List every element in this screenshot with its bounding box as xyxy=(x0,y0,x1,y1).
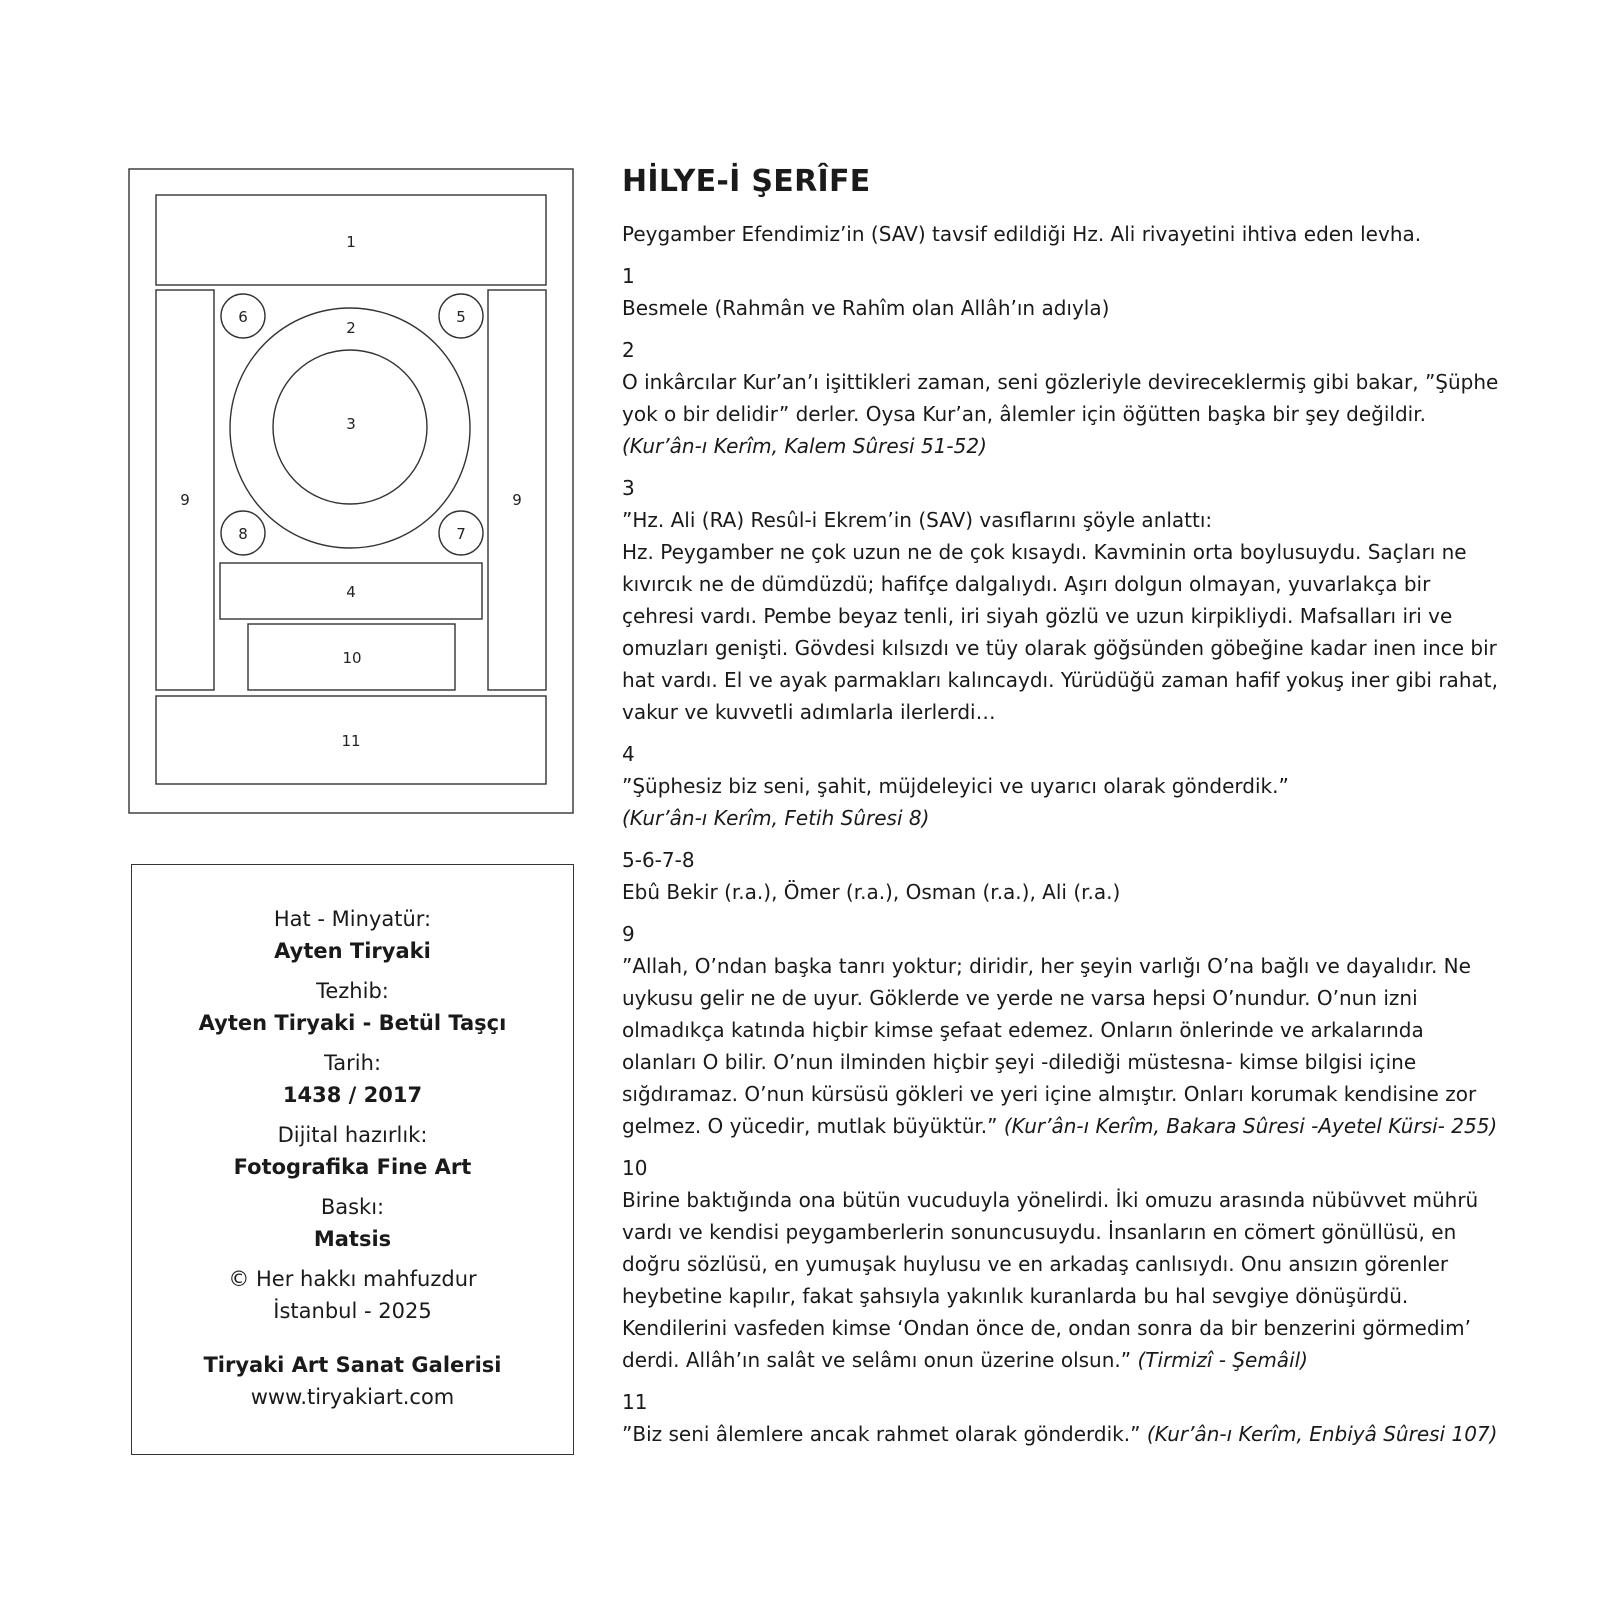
layout-diagram xyxy=(128,168,576,816)
section-number: 11 xyxy=(622,1390,648,1414)
section-reference: (Kur’ân-ı Kerîm, Kalem Sûresi 51-52) xyxy=(622,434,987,458)
section-number: 5-6-7-8 xyxy=(622,848,695,872)
diagram-label-9-left: 9 xyxy=(180,491,190,509)
section-text: ”Şüphesiz biz seni, şahit, müjdeleyici ve uyarıcı olarak gönderdik.” xyxy=(622,774,1289,798)
baski-label: Baskı: xyxy=(320,1195,385,1219)
diagram-label-4: 4 xyxy=(346,583,356,601)
diagram-label-9-right: 9 xyxy=(512,491,522,509)
section-number: 2 xyxy=(622,338,635,362)
section-reference: (Kur’ân-ı Kerîm, Enbiyâ Sûresi 107) xyxy=(1146,1422,1498,1446)
baski-value: Matsis xyxy=(313,1227,392,1251)
section-text: Ebû Bekir (r.a.), Ömer (r.a.), Osman (r.a.), Ali (r.a.) xyxy=(622,880,1121,904)
diagram-label-6: 6 xyxy=(238,308,248,326)
credits-box xyxy=(131,864,574,1455)
hat-label: Hat - Minyatür: xyxy=(273,907,432,931)
section-number: 10 xyxy=(622,1156,648,1180)
section-number: 4 xyxy=(622,742,635,766)
section-text: Besmele (Rahmân ve Rahîm olan Allâh’ın adıyla) xyxy=(622,296,1110,320)
section-text: O inkârcılar Kur’an’ı işittikleri zaman, seni gözleriyle devireceklermiş gibi bakar, ”Şüphe yok o bir delidir” derler. Oysa Kur’an, âlemler için öğütten başka bir şey değildir. xyxy=(622,370,1499,426)
section-10 xyxy=(622,1152,1502,1376)
tarih-value: 1438 / 2017 xyxy=(282,1083,423,1107)
section-1 xyxy=(622,260,1502,324)
diagram-box-9-right xyxy=(488,290,546,690)
section-text: ”Allah, O’ndan başka tanrı yoktur; diridir, her şeyin varlığı O’na bağlı ve dayalıdır. Ne uykusu gelir ne de uyur. Göklerde ve yerde ne varsa hepsi O’nundur. O’nun izni olmadıkça katında hiçbir kimse şefaat edemez. Onların önlerinde ve arkalarında olanları O bilir. O’nun ilminden hiçbir şeyi -dilediği müstesna- kimse bilgisi içine sığdıramaz. O’nun kürsüsü gökleri ve yeri içine almıştır. Onları korumak kendisine zor gelmez. O yücedir, mutlak büyüktür.” xyxy=(622,954,1477,1138)
section-11 xyxy=(622,1386,1502,1450)
gallery-name: Tiryaki Art Sanat Galerisi xyxy=(203,1353,502,1377)
tezhib-value: Ayten Tiryaki - Betül Taşçı xyxy=(198,1011,507,1035)
diagram-label-5: 5 xyxy=(456,308,466,326)
section-text: Birine baktığında ona bütün vucuduyla yönelirdi. İki omuzu arasında nübüvvet mührü vardı ve kendisi peygamberlerin sonuncusuydu. İnsanların en cömert gönüllüsü, en doğru sözlüsü, en yumuşak huylusu ve en arkadaş canlısıydı. Onu ansızın görenler heybetine kapılır, fakat şahsıyla yakınlık kuranlarda bu hal sevgiye dönüşürdü. Kendilerini vasfeden kimse ‘Ondan önce de, ondan sonra da bir benzerini görmedim’ derdi. Allâh’ın salât ve selâmı onun üzerine olsun.” xyxy=(622,1188,1479,1372)
section-reference: (Tirmizî - Şemâil) xyxy=(1137,1348,1308,1372)
intro-text: Peygamber Efendimiz’in (SAV) tavsif edildiği Hz. Ali rivayetini ihtiva eden levha. xyxy=(622,222,1422,246)
diagram-label-11: 11 xyxy=(341,732,361,750)
section-number: 3 xyxy=(622,476,635,500)
diagram-label-1: 1 xyxy=(346,233,356,251)
page-title: HİLYE-İ ŞERÎFE xyxy=(622,164,871,199)
diagram-outer-frame xyxy=(129,169,573,813)
section-4 xyxy=(622,738,1502,834)
diagram-label-3: 3 xyxy=(346,415,356,433)
section-9 xyxy=(622,918,1502,1142)
dijital-label: Dijital hazırlık: xyxy=(277,1123,428,1147)
section-2 xyxy=(622,334,1502,462)
diagram-label-10: 10 xyxy=(342,649,362,667)
gallery-website: www.tiryakiart.com xyxy=(250,1385,455,1409)
section-text: ”Hz. Ali (RA) Resûl-i Ekrem’in (SAV) vasıflarını şöyle anlattı: Hz. Peygamber ne çok uzun ne de çok kısaydı. Kavminin orta boylusuydu. Saçları ne kıvırcık ne de dümdüzdü; hafifçe dalgalıydı. Aşırı dolgun olmayan, yuvarlakça bir çehresi vardı. Pembe beyaz tenli, iri siyah gözlü ve uzun kirpikliydi. Mafsalları iri ve omuzları genişti. Gövdesi kılsızdı ve tüy olarak göğsünden göbeğine kadar inen ince bir hat vardı. El ve ayak parmakları kalıncaydı. Yürüdüğü zaman hafif yokuş iner gibi rahat, vakur ve kuvvetli adımlarla ilerlerdi… xyxy=(622,508,1498,724)
section-reference: (Kur’ân-ı Kerîm, Bakara Sûresi -Ayetel Kürsi- 255) xyxy=(1003,1114,1498,1138)
tarih-label: Tarih: xyxy=(323,1051,382,1075)
section-number: 9 xyxy=(622,922,635,946)
section-3 xyxy=(622,472,1502,728)
section-number: 1 xyxy=(622,264,635,288)
diagram-label-8: 8 xyxy=(238,525,248,543)
hat-value: Ayten Tiryaki xyxy=(274,939,431,963)
diagram-drawing xyxy=(128,168,576,816)
diagram-box-9-left xyxy=(156,290,214,690)
section-reference: (Kur’ân-ı Kerîm, Fetih Sûresi 8) xyxy=(622,806,930,830)
dijital-value: Fotografika Fine Art xyxy=(233,1155,472,1179)
diagram-label-7: 7 xyxy=(456,525,466,543)
section-5-8 xyxy=(622,844,1502,908)
diagram-label-2: 2 xyxy=(346,319,356,337)
description-column xyxy=(622,160,1502,1460)
tezhib-label: Tezhib: xyxy=(316,979,389,1003)
section-text: ”Biz seni âlemlere ancak rahmet olarak gönderdik.” xyxy=(622,1422,1141,1446)
place-year: İstanbul - 2025 xyxy=(273,1299,432,1323)
copyright-text: © Her hakkı mahfuzdur xyxy=(228,1267,477,1291)
